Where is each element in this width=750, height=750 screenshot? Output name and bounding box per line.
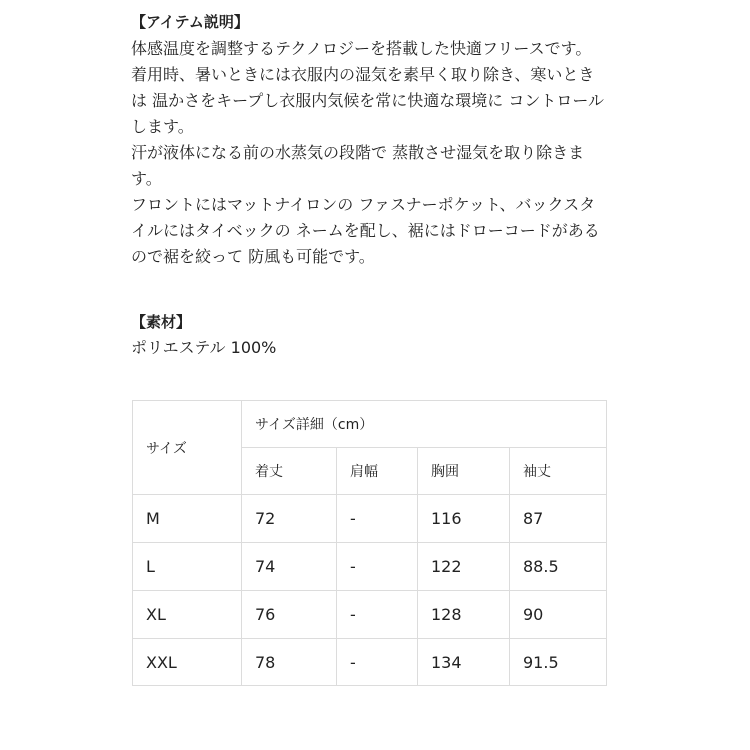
sleeve-cell: 88.5 [510, 543, 607, 591]
size-label-cell: M [133, 495, 242, 543]
length-cell: 72 [242, 495, 337, 543]
size-detail-header-cell: サイズ詳細（cm） [242, 401, 607, 448]
table-row [133, 495, 607, 543]
chest-cell: 128 [418, 591, 510, 639]
description-line: します。 [131, 117, 194, 136]
shoulder-cell: - [337, 639, 418, 686]
sleeve-cell: 91.5 [510, 639, 607, 686]
chest-cell: 134 [418, 639, 510, 686]
size-label-cell: XL [133, 591, 242, 639]
length-cell: 74 [242, 543, 337, 591]
size-header-cell: サイズ [133, 401, 242, 495]
description-line: ので裾を絞って 防風も可能です。 [131, 247, 375, 266]
description-line: 体感温度を調整するテクノロジーを搭載した快適フリースです。 [131, 39, 592, 58]
sleeve-cell: 90 [510, 591, 607, 639]
table-row [133, 543, 607, 591]
shoulder-cell: - [337, 495, 418, 543]
shoulder-cell: - [337, 543, 418, 591]
length-cell: 76 [242, 591, 337, 639]
column-header-chest: 胸囲 [418, 448, 510, 495]
column-header-length: 着丈 [242, 448, 337, 495]
description-line: す。 [131, 169, 162, 188]
item-description-heading: 【アイテム説明】 [131, 13, 249, 31]
table-header-row [133, 401, 607, 448]
description-line: イルにはタイベックの ネームを配し、裾にはドローコードがある [131, 221, 600, 240]
shoulder-cell: - [337, 591, 418, 639]
column-header-shoulder: 肩幅 [337, 448, 418, 495]
chest-cell: 122 [418, 543, 510, 591]
description-line: 着用時、暑いときには衣服内の湿気を素早く取り除き、寒いとき [131, 65, 595, 84]
material-heading: 【素材】 [131, 313, 192, 331]
description-line: は 温かさをキープし衣服内気候を常に快適な環境に コントロール [131, 91, 605, 110]
length-cell: 78 [242, 639, 337, 686]
description-line: 汗が液体になる前の水蒸気の段階で 蒸散させ湿気を取り除きま [131, 143, 585, 162]
material-value: ポリエステル 100% [131, 338, 277, 357]
description-line: フロントにはマットナイロンの ファスナーポケット、バックスタ [131, 195, 596, 214]
table-row [133, 591, 607, 639]
size-label-cell: L [133, 543, 242, 591]
size-label-cell: XXL [133, 639, 242, 686]
size-table [132, 400, 607, 686]
column-header-sleeve: 袖丈 [510, 448, 607, 495]
table-row [133, 639, 607, 686]
sleeve-cell: 87 [510, 495, 607, 543]
chest-cell: 116 [418, 495, 510, 543]
